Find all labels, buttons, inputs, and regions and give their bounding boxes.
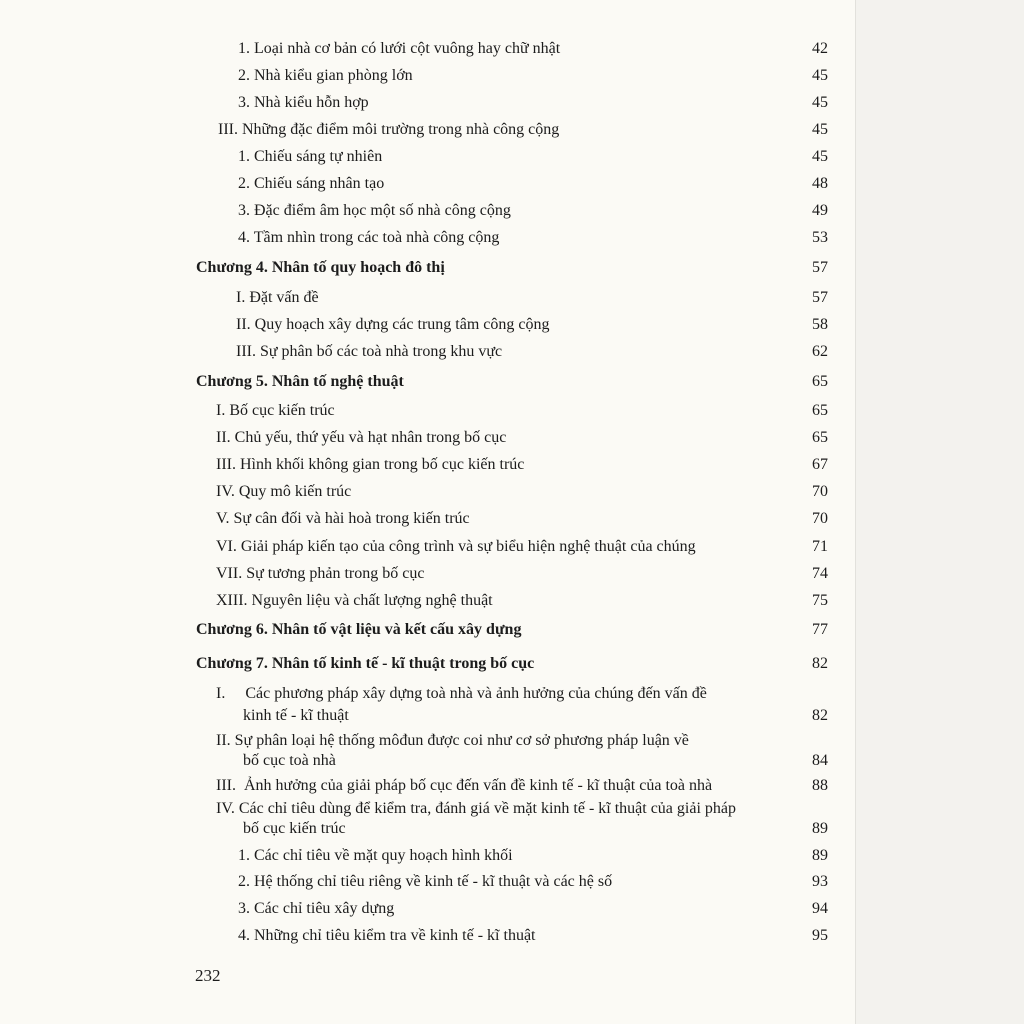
toc-entry: III. Sự phân bố các toà nhà trong khu vực bbox=[236, 343, 503, 360]
toc-page-number: 49 bbox=[812, 202, 828, 219]
toc-entry: 2. Nhà kiểu gian phòng lớn bbox=[238, 67, 413, 84]
toc-page-number: 57 bbox=[812, 259, 828, 276]
toc-chapter-heading: Chương 5. Nhân tố nghệ thuật bbox=[196, 373, 404, 390]
toc-entry: VII. Sự tương phản trong bố cục bbox=[216, 565, 425, 582]
toc-entry: 3. Đặc điểm âm học một số nhà công cộng bbox=[238, 202, 511, 219]
toc-page-number: 45 bbox=[812, 67, 828, 84]
toc-entry: II. Chủ yếu, thứ yếu và hạt nhân trong bố cục bbox=[216, 429, 507, 446]
toc-page-number: 74 bbox=[812, 565, 828, 582]
toc-entry: 3. Các chỉ tiêu xây dựng bbox=[238, 900, 395, 917]
toc-page-number: 45 bbox=[812, 148, 828, 165]
toc-entry: I. Các phương pháp xây dựng toà nhà và ảnh hưởng của chúng đến vấn đề bbox=[216, 685, 707, 702]
page-folio-number: 232 bbox=[195, 966, 221, 985]
toc-chapter-heading: Chương 7. Nhân tố kinh tế - kĩ thuật trong bố cục bbox=[196, 655, 535, 672]
toc-page-number: 75 bbox=[812, 592, 828, 609]
toc-entry: III. Hình khối không gian trong bố cục kiến trúc bbox=[216, 456, 525, 473]
toc-page-number: 93 bbox=[812, 873, 828, 890]
toc-entry: I. Bố cục kiến trúc bbox=[216, 402, 335, 419]
toc-page-number: 45 bbox=[812, 94, 828, 111]
toc-page-number: 65 bbox=[812, 429, 828, 446]
toc-page-number: 48 bbox=[812, 175, 828, 192]
toc-page-number: 94 bbox=[812, 900, 828, 917]
toc-entry: 2. Hệ thống chỉ tiêu riêng về kinh tế - kĩ thuật và các hệ số bbox=[238, 873, 613, 890]
toc-chapter-heading: Chương 4. Nhân tố quy hoạch đô thị bbox=[196, 259, 445, 276]
toc-entry: III. Ảnh hưởng của giải pháp bố cục đến vấn đề kinh tế - kĩ thuật của toà nhà bbox=[216, 777, 713, 794]
toc-page-number: 67 bbox=[812, 456, 828, 473]
toc-page-number: 53 bbox=[812, 229, 828, 246]
toc-entry: 2. Chiếu sáng nhân tạo bbox=[238, 175, 385, 192]
toc-page-number: 42 bbox=[812, 40, 828, 57]
toc-entry: XIII. Nguyên liệu và chất lượng nghệ thuật bbox=[216, 592, 493, 609]
toc-chapter-heading: Chương 6. Nhân tố vật liệu và kết cấu xây dựng bbox=[196, 621, 522, 638]
toc-page-number: 84 bbox=[812, 752, 828, 769]
toc-entry: II. Quy hoạch xây dựng các trung tâm công cộng bbox=[236, 316, 550, 333]
toc-page-number: 70 bbox=[812, 510, 828, 527]
toc-entry: IV. Quy mô kiến trúc bbox=[216, 483, 352, 500]
toc-page-number: 57 bbox=[812, 289, 828, 306]
toc-page-number: 82 bbox=[812, 707, 828, 724]
toc-entry: II. Sự phân loại hệ thống môđun được coi như cơ sở phương pháp luận về bbox=[216, 732, 689, 749]
toc-entry: 4. Tầm nhìn trong các toà nhà công cộng bbox=[238, 229, 500, 246]
toc-entry: 1. Loại nhà cơ bản có lưới cột vuông hay chữ nhật bbox=[238, 40, 561, 57]
toc-entry: 1. Chiếu sáng tự nhiên bbox=[238, 148, 383, 165]
toc-page-number: 71 bbox=[812, 538, 828, 555]
toc-page-number: 70 bbox=[812, 483, 828, 500]
toc-entry: VI. Giải pháp kiến tạo của công trình và sự biểu hiện nghệ thuật của chúng bbox=[216, 538, 696, 555]
toc-page-number: 58 bbox=[812, 316, 828, 333]
toc-entry: 3. Nhà kiểu hỗn hợp bbox=[238, 94, 369, 111]
toc-page-number: 95 bbox=[812, 927, 828, 944]
toc-page-number: 77 bbox=[812, 621, 828, 638]
toc-entry-continuation: bố cục kiến trúc bbox=[243, 820, 346, 837]
toc-entry: IV. Các chỉ tiêu dùng để kiểm tra, đánh giá về mặt kinh tế - kĩ thuật của giải pháp bbox=[216, 800, 736, 817]
toc-page-number: 89 bbox=[812, 847, 828, 864]
toc-page-number: 62 bbox=[812, 343, 828, 360]
toc-page-number: 82 bbox=[812, 655, 828, 672]
toc-entry-continuation: bố cục toà nhà bbox=[243, 752, 336, 769]
toc-page-number: 88 bbox=[812, 777, 828, 794]
toc-page-number: 65 bbox=[812, 402, 828, 419]
toc-page-number: 45 bbox=[812, 121, 828, 138]
toc-entry-continuation: kinh tế - kĩ thuật bbox=[243, 707, 349, 724]
toc-entry: III. Những đặc điểm môi trường trong nhà công cộng bbox=[218, 121, 560, 138]
toc-page-number: 65 bbox=[812, 373, 828, 390]
toc-entry: I. Đặt vấn đề bbox=[236, 289, 319, 306]
toc-page-number: 89 bbox=[812, 820, 828, 837]
toc-entry: 1. Các chỉ tiêu về mặt quy hoạch hình khối bbox=[238, 847, 513, 864]
toc-entry: 4. Những chỉ tiêu kiểm tra về kinh tế - kĩ thuật bbox=[238, 927, 536, 944]
toc-entry: V. Sự cân đối và hài hoà trong kiến trúc bbox=[216, 510, 470, 527]
